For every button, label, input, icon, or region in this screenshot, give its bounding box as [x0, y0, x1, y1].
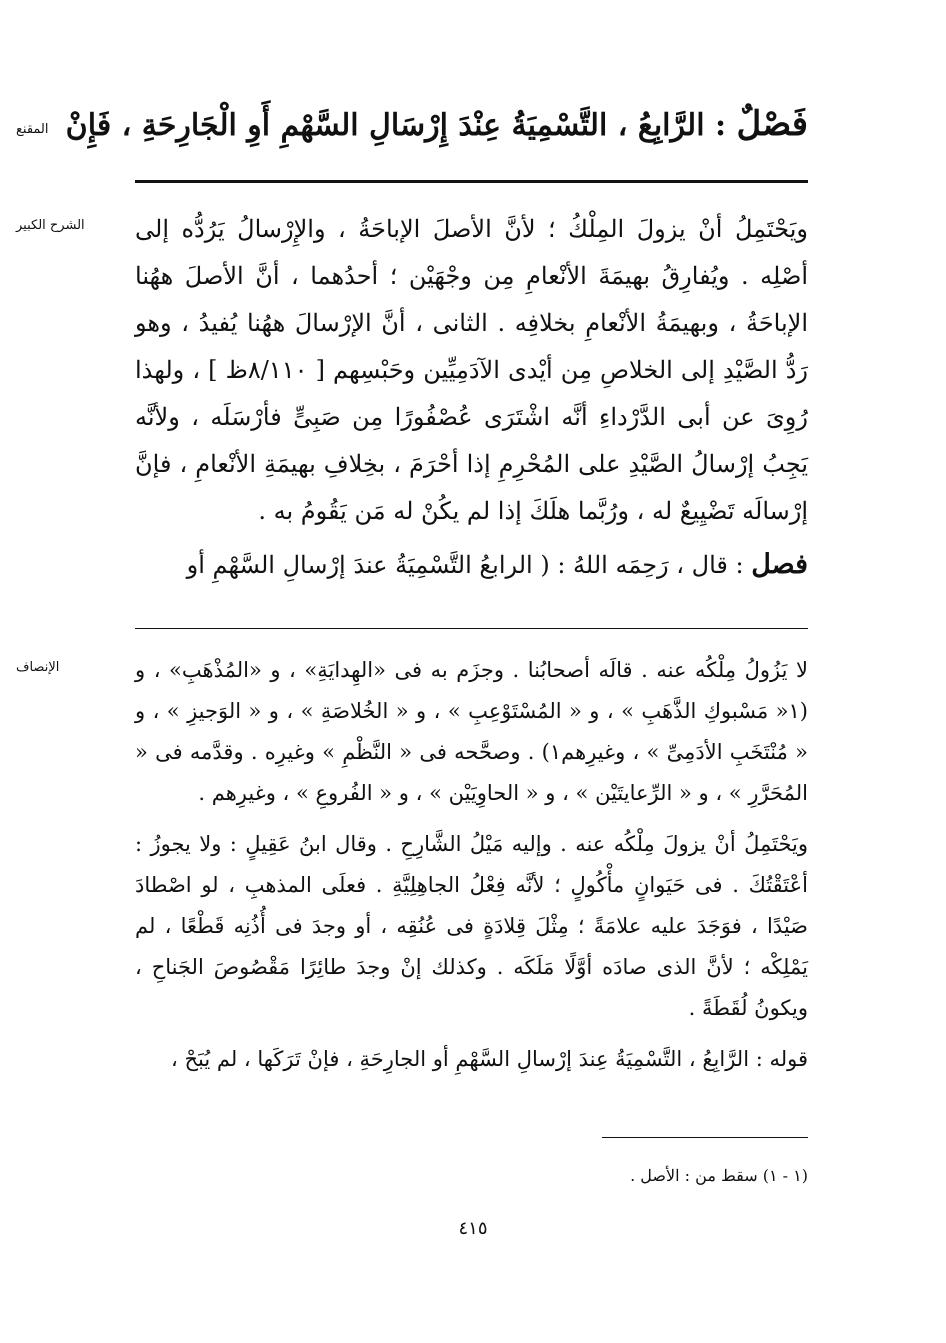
margin-label-insaf: الإنصاف	[16, 660, 60, 675]
insaf-paragraph-2: ويَحْتَمِلُ أنْ يزولَ مِلْكُه عنه . وإليه مَيْلُ الشَّارِحِ . وقال ابنُ عَقِيلٍ : ولا يجوزُ : أعْتَقْتُكَ . فى حَيَوانٍ مأْكُولٍ ؛ لأنَّه فِعْلُ الجاهِلِيَّةِ . فعلَى المذهبِ ، لو اصْطادَ صَيْدًا ، فوَجَدَ عليه علامَةً ؛ مِثْلَ قِلادَةٍ فى عُنُقِه ، أو وجدَ فى أُذُنِه قَطْعًا ، لم يَمْلِكْه ؛ لأنَّ الذى صادَه أوَّلًا مَلَكَه . وكذلك إنْ وجدَ طائِرًا مَقْصُوصَ الجَناحِ ، ويكونُ لُقَطَةً .	[135, 832, 808, 1020]
margin-label-sharh: الشرح الكبير	[16, 218, 85, 233]
margin-label-muqni: المقنع	[16, 122, 49, 137]
page-number: ٤١٥	[458, 1218, 488, 1239]
sharh-fasl-lead: فصل	[751, 549, 808, 580]
section-divider-thick	[135, 180, 808, 183]
footnote-divider	[602, 1137, 808, 1138]
muqni-heading-text: : الرَّابِعُ ، التَّسْمِيَةُ عِنْدَ إِرْسَالِ السَّهْمِ أَوِ الْجَارِحَةِ ، فَإِنْ	[65, 108, 737, 143]
sharh-paragraph: ويَحْتَمِلُ أنْ يزولَ المِلْكُ ؛ لأنَّ الأصلَ الإباحَةُ ، والإِرْسالُ يَرُدُّه إلى أصْلِه . ويُفارِقُ بهيمَةَ الأنْعامِ مِن وجْهَيْن ؛ أحدُهما ، أنَّ الأصلَ ههُنا الإباحَةُ ، وبهيمَةُ الأنْعامِ بخلافِه . الثانى ، أنَّ الإرْسالَ ههُنا يُفيدُ ، وهو رَدُّ الصَّيْدِ إلى الخلاصِ مِن أيْدى الآدَمِيِّين وحَبْسِهم [ ٨/١١٠ظ ] ، ولهذا رُوِىَ عن أبى الدَّرْداءِ أنَّه اشْتَرَى عُصْفُورًا مِن صَبِىٍّ فأرْسَلَه ، ولأنَّه يَجِبُ إرْسالُ الصَّيْدِ على المُحْرِمِ إذا أحْرَمَ ، بخِلافِ بهيمَةِ الأنْعامِ ، فإنَّ إرْسالَه تَضْيِيعٌ له ، ورُبَّما هلَكَ إذا لم يكُنْ له مَن يَقُومُ به .	[135, 215, 809, 525]
muqni-heading	[65, 96, 808, 154]
sharh-fasl-text: : قال ، رَحِمَه اللهُ : ( الرابعُ التَّسْمِيَةُ عندَ إرْسالِ السَّهْمِ أو	[186, 551, 752, 579]
sharh-fasl-line	[135, 541, 808, 589]
insaf-paragraph-1: لا يَزُولُ مِلْكُه عنه . قالَه أصحابُنا . وجزَم به فى «الهِدايَةِ» ، و «المُذْهَبِ» ، و (١« مَسْبوكِ الذَّهَبِ » ، و « المُسْتَوْعِبِ » ، و « الخُلاصَةِ » ، و « الوَجيزِ » ، و « مُنْتَخَبِ الأدَمِىِّ » ، وغيرِهم١) . وصحَّحه فى « النَّظْمِ » وغيرِه . وقدَّمه فى « المُحَرَّرِ » ، و « الرِّعايتَيْن » ، و « الحاوِيَيْن » ، و « الفُروعِ » ، وغيرِهم .	[135, 658, 808, 805]
insaf-paragraph-3: قوله : الرَّابِعُ ، التَّسْمِيَةُ عِندَ إرْسالِ السَّهْمِ أو الجارِحَةِ ، فإنْ تَرَكَها ، لم يُبَحْ ،	[170, 1047, 808, 1071]
sharh-section	[135, 206, 808, 589]
muqni-heading-lead: فَصْلٌ	[736, 104, 808, 144]
section-divider-thin	[135, 628, 808, 629]
insaf-section	[135, 650, 808, 1080]
footnote: (١ - ١) سقط من : الأصل .	[630, 1166, 808, 1185]
